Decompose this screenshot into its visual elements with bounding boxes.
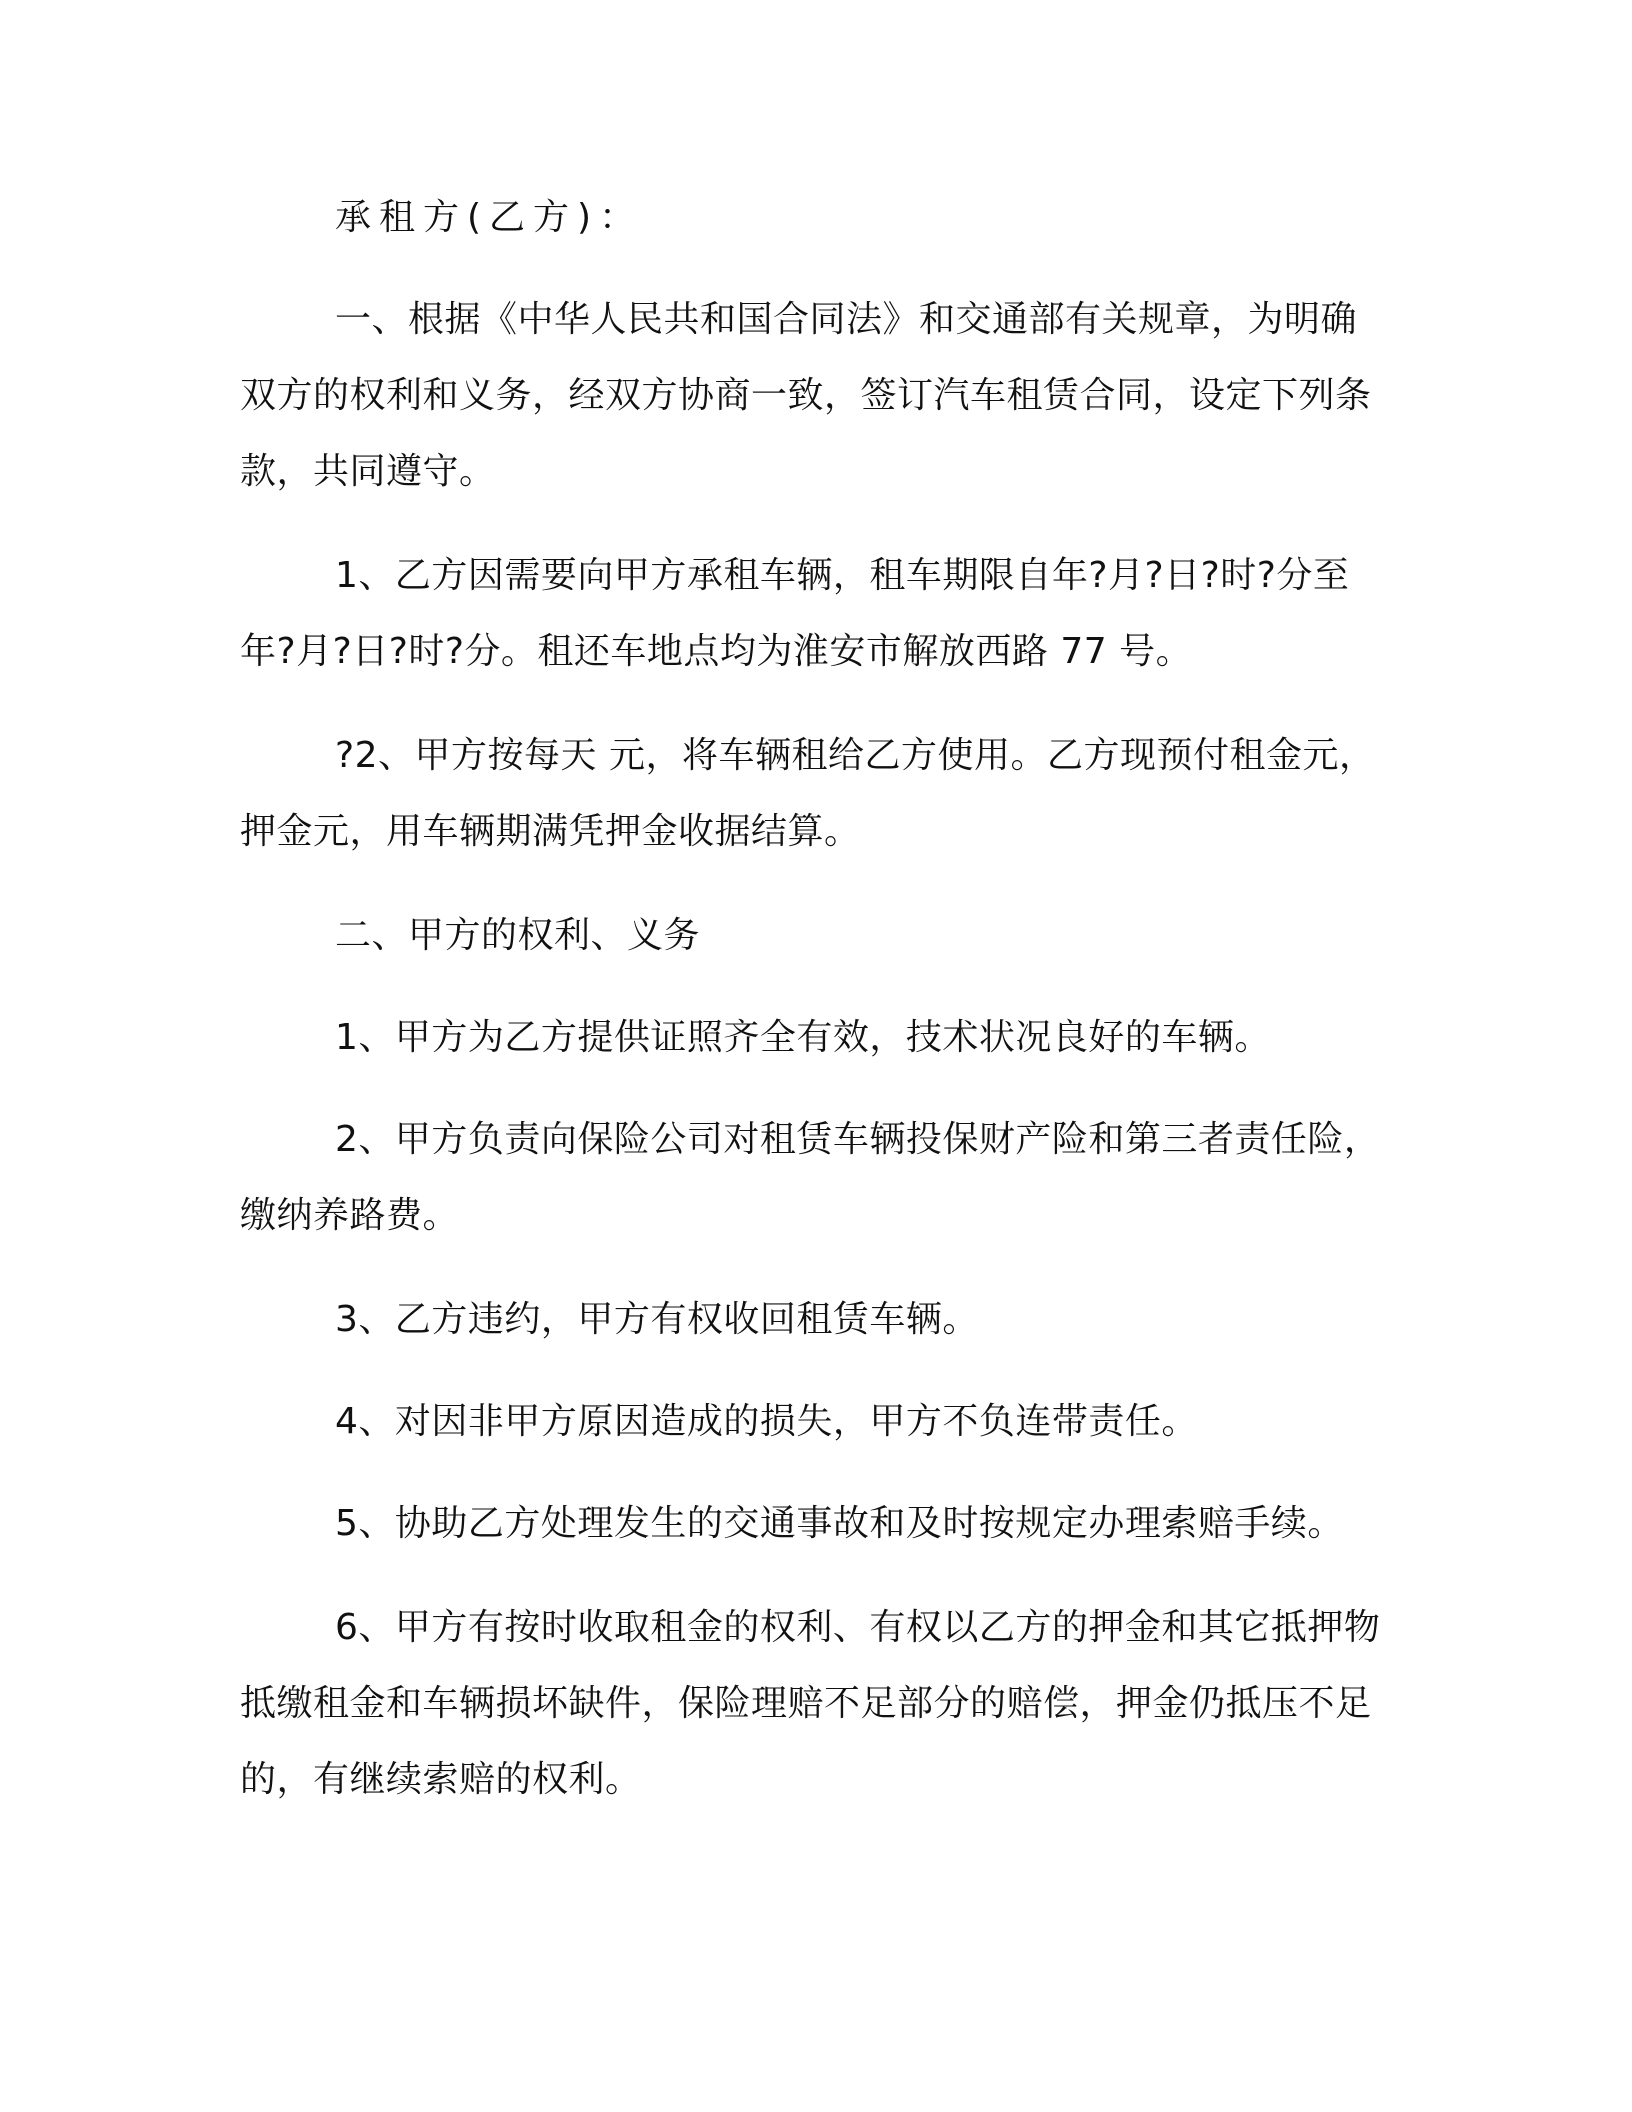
clause-2-4: 4、对因非甲方原因造成的损失，甲方不负连带责任。	[335, 1401, 1198, 1442]
clause-2-2: 2、甲方负责向保险公司对租赁车辆投保财产险和第三者责任险，缴纳养路费。	[240, 1119, 1381, 1236]
clause-1-1-rental-period: 1、乙方因需要向甲方承租车辆，租车期限自年?月?日?时?分至年?月?日?时?分。租还车地点均为淮安市解放西路 77 号。	[240, 555, 1350, 672]
clause-2-6: 6、甲方有按时收取租金的权利、有权以乙方的押金和其它抵押物抵缴租金和车辆损坏缺件，保险理赔不足部分的赔偿，押金仍抵压不足的，有继续索赔的权利。	[240, 1607, 1381, 1800]
clause-2-1: 1、甲方为乙方提供证照齐全有效，技术状况良好的车辆。	[335, 1017, 1271, 1058]
clause-one-intro: 一、根据《中华人民共和国合同法》和交通部有关规章，为明确双方的权利和义务，经双方协商一致，签订汽车租赁合同，设定下列条款，共同遵守。	[240, 299, 1372, 492]
clause-2-3: 3、乙方违约，甲方有权收回租赁车辆。	[335, 1299, 979, 1340]
lessee-heading: 承租方(乙方)：	[335, 197, 644, 238]
clause-2-5: 5、协助乙方处理发生的交通事故和及时按规定办理索赔手续。	[335, 1503, 1344, 1544]
section-two-heading: 二、甲方的权利、义务	[335, 915, 701, 956]
clause-1-2-rent-deposit: ?2、甲方按每天 元，将车辆租给乙方使用。乙方现预付租金元，押金元，用车辆期满凭押金收据结算。	[240, 735, 1376, 852]
